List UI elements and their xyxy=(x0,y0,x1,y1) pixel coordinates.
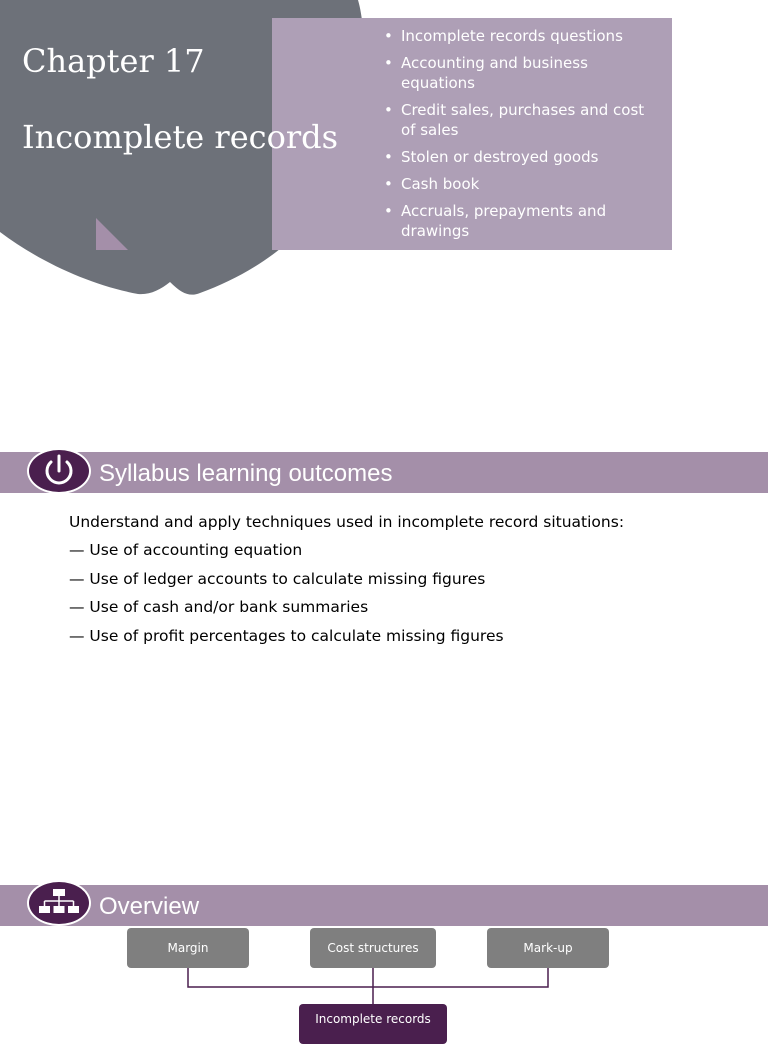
outcome-item: — Use of ledger accounts to calculate missing figures xyxy=(69,569,486,588)
outcome-item: — Use of accounting equation xyxy=(69,541,303,559)
node-cost-structures[interactable]: Cost structures xyxy=(310,928,436,968)
node-incomplete-records[interactable]: Incomplete records xyxy=(299,1004,447,1044)
node-margin[interactable]: Margin xyxy=(127,928,249,968)
outcome-item: — Use of profit percentages to calculate missing figures xyxy=(69,626,504,645)
topic-item: • Incomplete records questions xyxy=(356,26,656,46)
syllabus-title: Syllabus learning outcomes xyxy=(99,460,393,487)
chapter-number: Chapter 17 xyxy=(22,42,205,80)
node-markup[interactable]: Mark-up xyxy=(487,928,609,968)
topic-item: • Accruals, prepayments and drawings xyxy=(356,201,656,241)
chapter-title: Incomplete records xyxy=(22,118,339,156)
topic-item: • Credit sales, purchases and cost of sales xyxy=(356,100,656,140)
topic-item: • Accounting and business equations xyxy=(356,53,656,93)
topic-item: • Cash book xyxy=(356,174,656,194)
overview-title: Overview xyxy=(99,893,200,920)
topic-item: • Stolen or destroyed goods xyxy=(356,147,656,167)
outcomes-intro: Understand and apply techniques used in incomplete record situations: xyxy=(69,513,625,531)
outcome-item: — Use of cash and/or bank summaries xyxy=(69,598,369,616)
